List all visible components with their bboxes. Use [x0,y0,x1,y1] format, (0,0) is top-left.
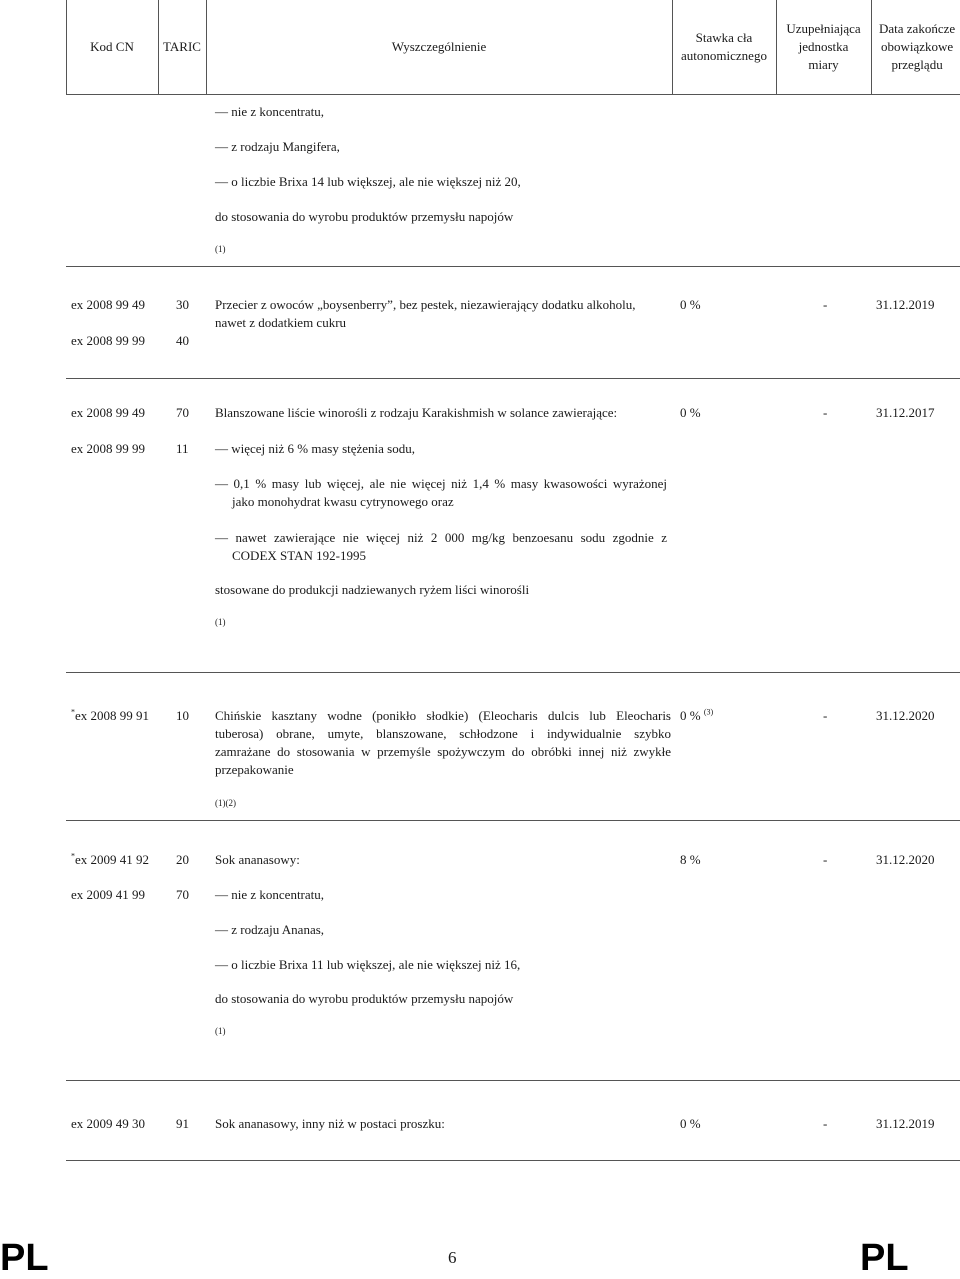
usage-text: do stosowania do wyrobu produktów przemysłu napojów [215,209,514,224]
footnote-ref: (1) [215,244,226,254]
row-separator [66,1080,960,1081]
dash-line: — więcej niż 6 % masy stężenia sodu, [215,441,415,456]
dash-line: — nawet zawierające nie więcej niż 2 000 mg/kg benzoesanu sodu zgodnie z [215,530,667,545]
description-cell: Blanszowane liście winorośli z rodzaju Karakishmish w solance zawierające: [215,405,618,420]
row-separator [66,378,960,379]
stawka-cell: 0 % [680,1116,701,1131]
description-cell: zamrażane do stosowania w przemyśle spożywczym do obróbki innej niż zwykłe [215,744,671,759]
description-cell: przepakowanie [215,762,294,777]
row-separator [66,820,960,821]
header-jednostka: Uzupełniająca jednostka miary [786,21,861,72]
jednostka-cell: - [823,297,828,312]
jednostka-cell: - [823,1116,828,1131]
data-cell: 31.12.2017 [876,405,935,420]
kod-cn-cell: ex 2009 49 30 [71,1116,146,1131]
kod-cn-cell: ex 2009 41 99 [71,887,146,902]
footnote-ref: (1)(2) [215,798,236,808]
kod-cn-cell: *ex 2008 99 91 [71,707,150,723]
kod-cn-cell: ex 2008 99 49 [71,405,146,420]
header-bottom-rule [66,94,960,95]
jednostka-cell: - [823,405,828,420]
footnote-ref: (1) [215,1026,226,1036]
kod-cn-cell: ex 2008 99 99 [71,333,146,348]
jednostka-cell: - [823,852,828,867]
header-data: Data zakończe obowiązkowe przeglądu [879,21,956,72]
stawka-cell: 8 % [680,852,701,867]
kod-cn-cell: ex 2008 99 99 [71,441,146,456]
data-cell: 31.12.2019 [876,1116,935,1131]
dash-line: — nie z koncentratu, [215,887,325,902]
header-stawka: Stawka cła autonomicznego [681,30,767,63]
taric-cell: 70 [176,405,189,420]
page-number: 6 [448,1248,457,1267]
jednostka-cell: - [823,708,828,723]
usage-text: stosowane do produkcji nadziewanych ryżem liści winorośli [215,582,530,597]
row-separator [66,266,960,267]
dash-line: — o liczbie Brixa 11 lub większej, ale nie większej niż 16, [215,957,521,972]
data-cell: 31.12.2020 [876,708,935,723]
stawka-cell: 0 % [680,297,701,312]
dash-line: — 0,1 % masy lub więcej, ale nie więcej niż 1,4 % masy kwasowości wyrażonej [215,476,667,491]
data-cell: 31.12.2019 [876,297,935,312]
asterisk-mark: * [71,707,75,717]
dash-line: — nie z koncentratu, [215,104,325,119]
footer-language-left: PL [0,1237,49,1279]
stawka-cell: 0 % [680,405,701,420]
taric-cell: 11 [176,441,189,456]
description-cell: Sok ananasowy: [215,852,300,867]
table-bottom-rule [66,1160,960,1161]
kod-cn-cell: *ex 2009 41 92 [71,851,150,867]
dash-line-cont: jako monohydrat kwasu cytrynowego oraz [232,494,454,509]
header-wyszczegolnienie: Wyszczególnienie [391,39,487,54]
description-cell: nawet z dodatkiem cukru [215,315,347,330]
taric-cell: 20 [176,852,189,867]
description-cell: tuberosa) obrane, umyte, blanszowane, schłodzone i indywidualnie szybko [215,726,671,741]
footer-language-right: PL [860,1237,909,1279]
description-cell: Przecier z owoców „boysenberry”, bez pestek, niezawierający dodatku alkoholu, [215,297,636,312]
stawka-cell: 0 % $^{(3)}$ [680,707,714,723]
dash-line-cont: CODEX STAN 192-1995 [232,548,367,563]
data-cell: 31.12.2020 [876,852,935,867]
taric-cell: 10 [176,708,189,723]
taric-cell: 91 [176,1116,189,1131]
taric-cell: 30 [176,297,189,312]
dash-line: — z rodzaju Ananas, [215,922,325,937]
description-cell: Sok ananasowy, inny niż w postaci proszku: [215,1116,445,1131]
footnote-ref: (1) [215,617,226,627]
taric-cell: 40 [176,333,189,348]
dash-line: — z rodzaju Mangifera, [215,139,340,154]
kod-cn-cell: ex 2008 99 49 [71,297,146,312]
header-kod-cn: Kod CN [90,39,134,54]
dash-line: — o liczbie Brixa 14 lub większej, ale nie większej niż 20, [215,174,521,189]
taric-cell: 70 [176,887,189,902]
stawka-footnote: (3) [703,707,714,717]
header-taric: TARIC [163,39,201,54]
asterisk-mark: * [71,851,75,861]
usage-text: do stosowania do wyrobu produktów przemysłu napojów [215,991,514,1006]
row-separator [66,672,960,673]
description-cell: Chińskie kasztany wodne (ponikło słodkie) (Eleocharis dulcis lub Eleocharis [215,708,671,723]
